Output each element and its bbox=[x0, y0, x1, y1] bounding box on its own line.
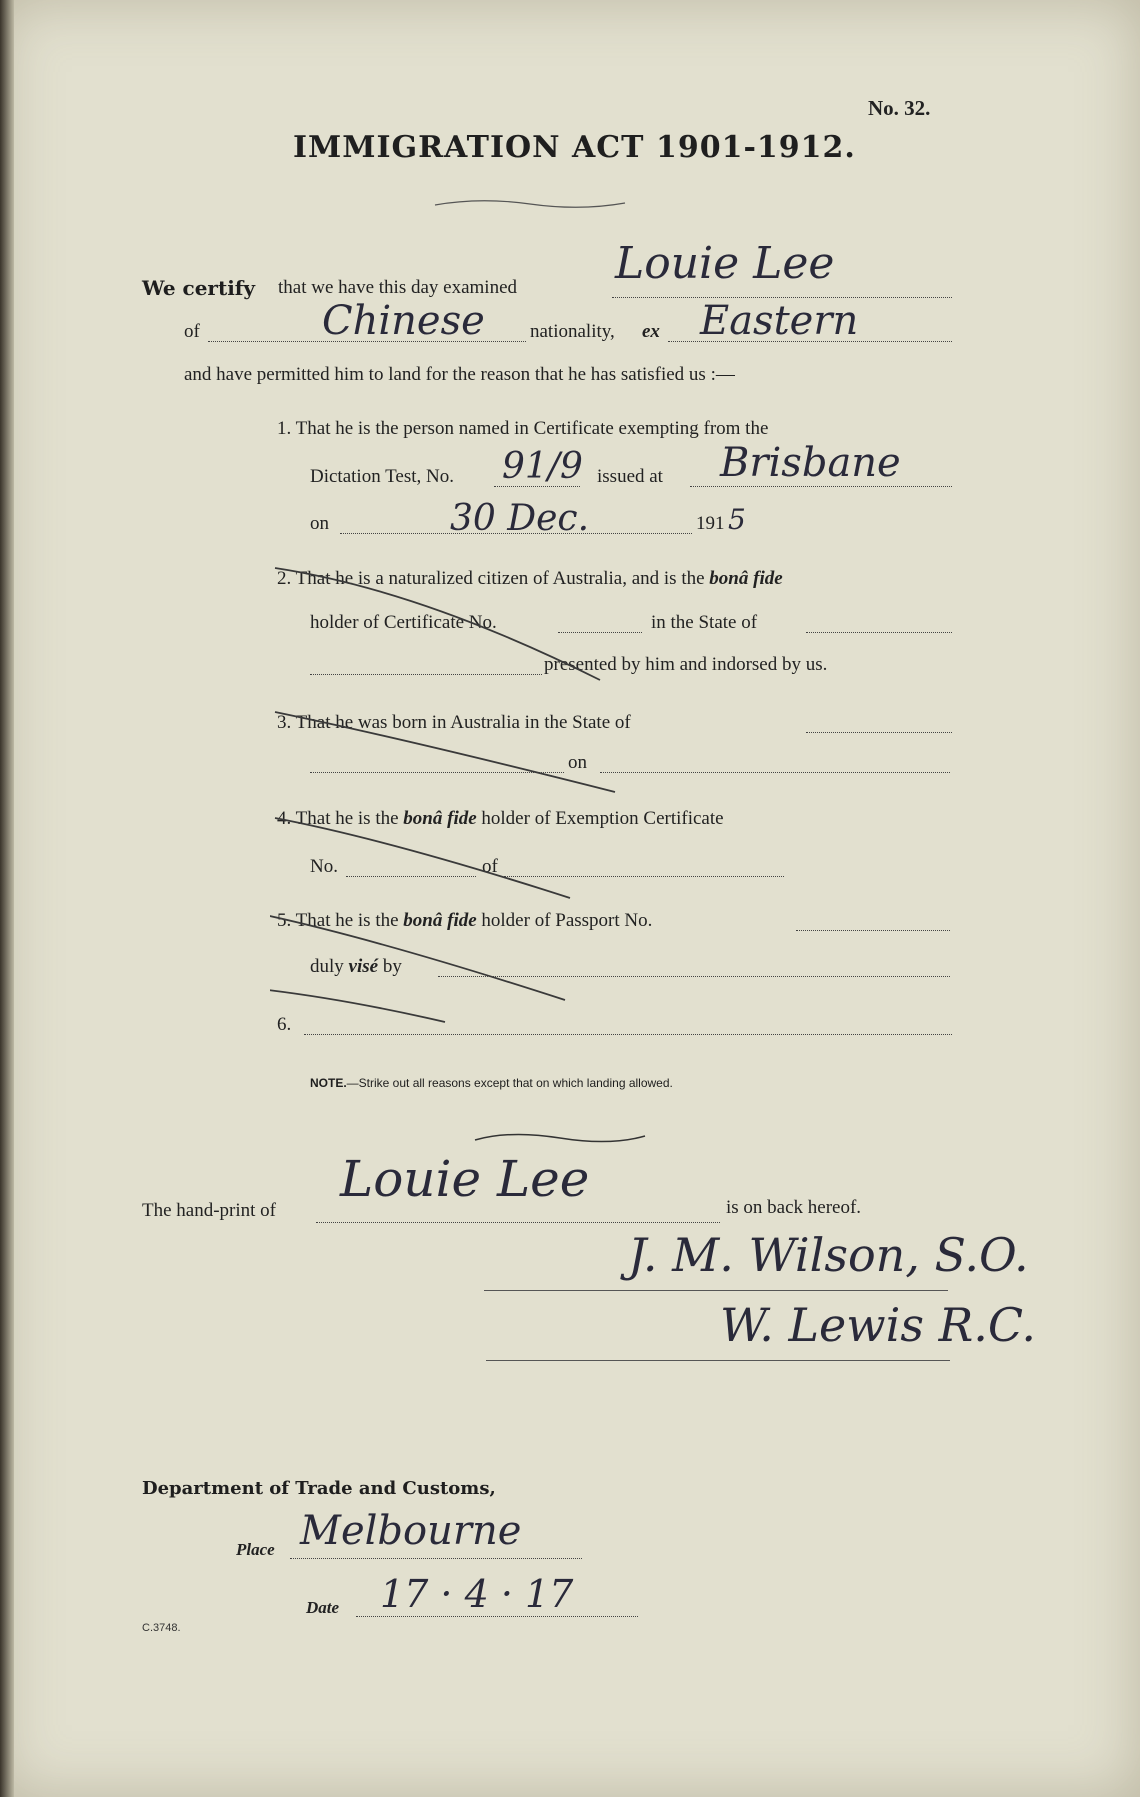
reason-1-issued: issued at bbox=[597, 466, 663, 487]
ship-value: Eastern bbox=[700, 298, 859, 344]
date-label: Date bbox=[306, 1598, 340, 1617]
title-flourish bbox=[430, 195, 630, 215]
place-label: Place bbox=[236, 1540, 275, 1559]
certify-lead: We certify bbox=[142, 276, 256, 300]
reason-2-state: in the State of bbox=[651, 612, 758, 633]
reason-1-on: on bbox=[310, 513, 329, 534]
reason-3-line1: 3. That he was born in Australia in the State of bbox=[277, 712, 631, 733]
examined-name: Louie Lee bbox=[615, 238, 835, 289]
reason-1-date: 30 Dec. bbox=[450, 498, 590, 539]
form-number: No. 32. bbox=[868, 96, 931, 120]
issued-place: Brisbane bbox=[720, 440, 901, 486]
cert-no-value: 91/9 bbox=[502, 446, 583, 487]
date-line bbox=[356, 1616, 638, 1617]
certify-text: that we have this day examined bbox=[278, 277, 518, 298]
date-value: 17 · 4 · 17 bbox=[380, 1572, 574, 1616]
of-label: of bbox=[184, 321, 200, 342]
document-title: IMMIGRATION ACT 1901-1912. bbox=[293, 130, 856, 165]
reason-2-cert: holder of Certificate No. bbox=[310, 612, 497, 633]
handprint-tail: is on back hereof. bbox=[726, 1197, 862, 1218]
issued-line bbox=[690, 486, 952, 487]
reason-2-presented: presented by him and indorsed by us. bbox=[544, 654, 828, 675]
reason-2-line1: 2. That he is a naturalized citizen of Australia, and is the bonâ fide bbox=[277, 568, 783, 589]
strike-marks bbox=[270, 560, 930, 1060]
reason-3-on: on bbox=[568, 752, 587, 773]
reason-5-duly: duly visé by bbox=[310, 956, 402, 977]
signature-1: J. M. Wilson, S.O. bbox=[628, 1228, 1029, 1282]
year-suffix: 5 bbox=[728, 503, 746, 536]
signature-1-line bbox=[484, 1290, 948, 1291]
form-code: C.3748. bbox=[142, 1622, 181, 1634]
nationality-value: Chinese bbox=[322, 298, 485, 344]
reason-5-line1: 5. That he is the bonâ fide holder of Passport No. bbox=[277, 910, 653, 931]
handprint-name: Louie Lee bbox=[340, 1150, 590, 1208]
reason-1-dictation: Dictation Test, No. bbox=[310, 466, 454, 487]
ex-label: ex bbox=[642, 321, 660, 342]
signature-2-line bbox=[486, 1360, 950, 1361]
handprint-flourish bbox=[470, 1126, 650, 1150]
reason-4-of: of bbox=[482, 856, 498, 877]
permitted-text: and have permitted him to land for the reason that he has satisfied us :— bbox=[184, 364, 735, 385]
note: NOTE.—Strike out all reasons except that on which landing allowed. bbox=[310, 1076, 673, 1090]
reason-4-line1: 4. That he is the bonâ fide holder of Exemption Certificate bbox=[277, 808, 724, 829]
reason-4-no: No. bbox=[310, 856, 338, 877]
handprint-line bbox=[316, 1222, 720, 1223]
reason-1-line1: 1. That he is the person named in Certificate exempting from the bbox=[277, 418, 769, 439]
scan-edge bbox=[0, 0, 14, 1797]
handprint-label: The hand-print of bbox=[142, 1200, 277, 1221]
nationality-label: nationality, bbox=[530, 321, 615, 342]
year-prefix: 191 bbox=[696, 513, 725, 534]
place-line bbox=[290, 1558, 582, 1559]
place-value: Melbourne bbox=[300, 1508, 522, 1554]
reason-6: 6. bbox=[277, 1014, 292, 1035]
signature-2: W. Lewis R.C. bbox=[720, 1298, 1037, 1352]
department: Department of Trade and Customs, bbox=[142, 1478, 496, 1499]
